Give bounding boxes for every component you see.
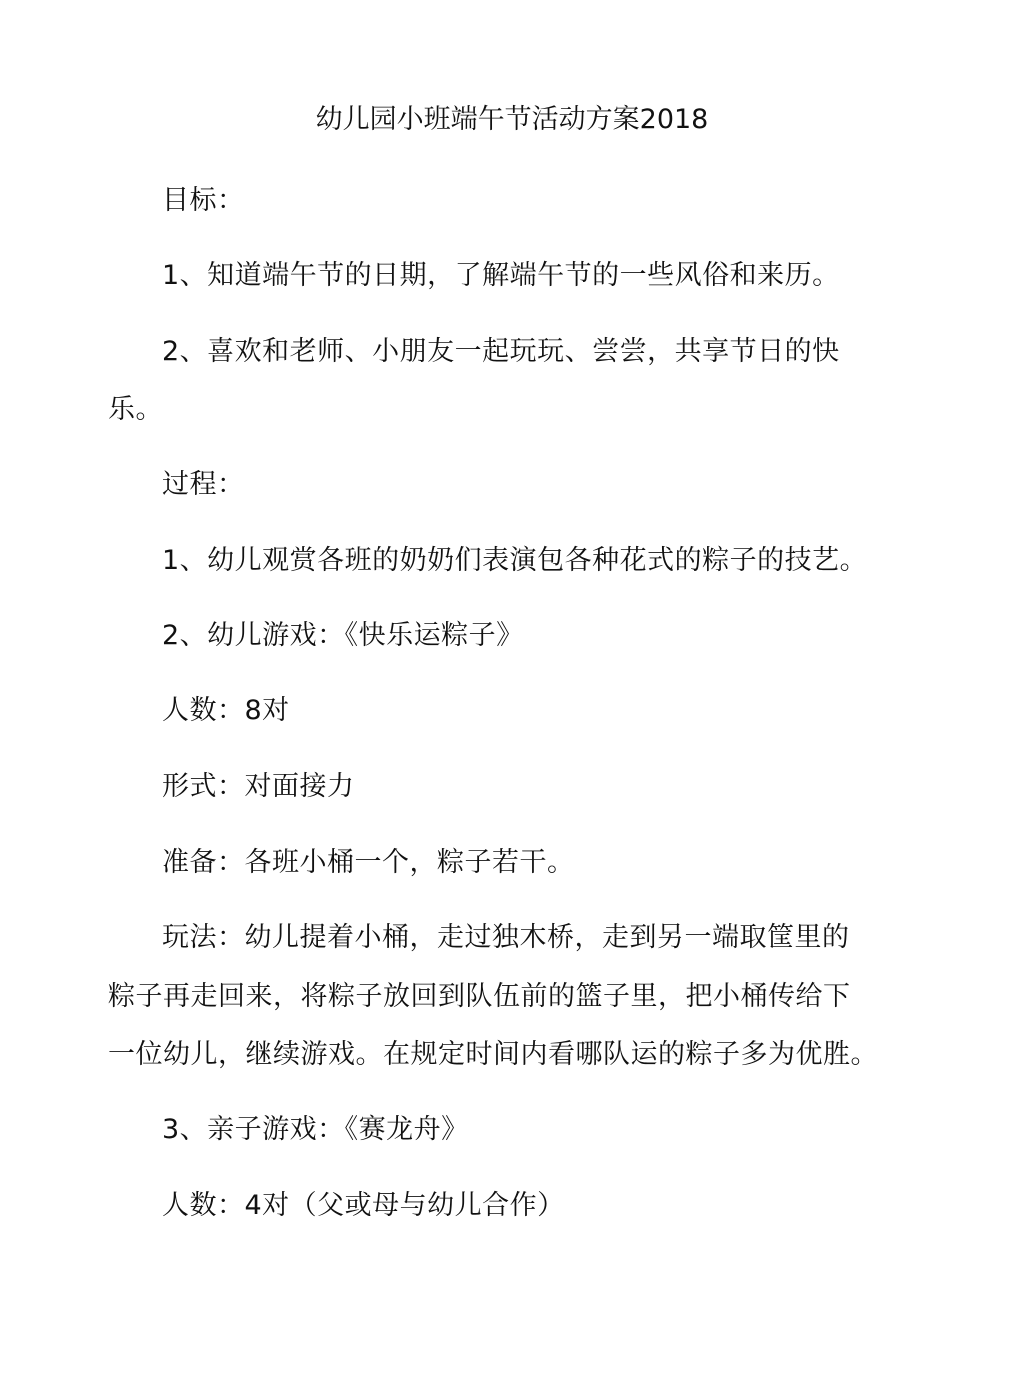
goal-item-2: 2、喜欢和老师、小朋友一起玩玩、尝尝，共享节日的快 [162,336,840,367]
game-participants: 人数：8对 [162,695,290,726]
goal-item-1: 1、知道端午节的日期，了解端午节的一些风俗和来历。 [162,260,840,291]
section-heading-process: 过程： [162,469,245,500]
game-format: 形式：对面接力 [162,771,355,802]
game-preparation: 准备：各班小桶一个，粽子若干。 [162,847,575,878]
game-rules-continued-2: 一位幼儿，继续游戏。在规定时间内看哪队运的粽子多为优胜。 [108,1039,878,1070]
process-item-1: 1、幼儿观赏各班的奶奶们表演包各种花式的粽子的技艺。 [162,545,868,576]
parent-game-participants: 人数：4对（父或母与幼儿合作） [162,1190,565,1221]
process-item-3: 3、亲子游戏：《赛龙舟》 [162,1114,469,1145]
process-item-2: 2、幼儿游戏：《快乐运粽子》 [162,620,524,651]
section-heading-goals: 目标： [162,185,245,216]
game-rules-continued-1: 粽子再走回来，将粽子放回到队伍前的篮子里，把小桶传给下 [108,981,851,1012]
goal-item-2-continued: 乐。 [108,394,163,425]
game-rules: 玩法：幼儿提着小桶，走过独木桥，走到另一端取筐里的 [162,922,850,953]
document-title: 幼儿园小班端午节活动方案2018 [315,104,709,135]
